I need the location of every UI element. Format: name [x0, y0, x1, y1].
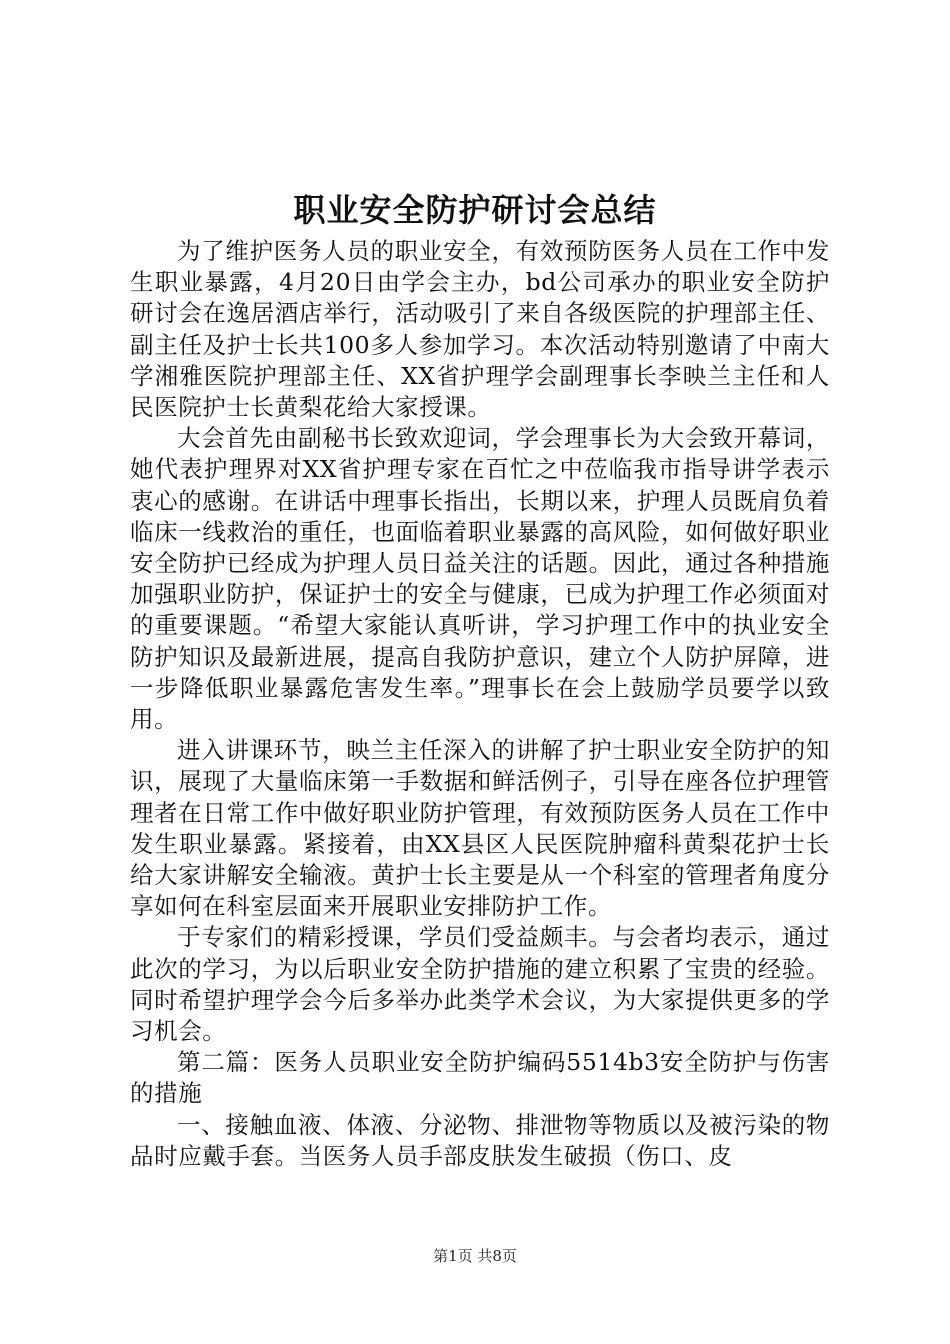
document-body — [130, 236, 830, 1172]
paragraph: 一、接触血液、体液、分泌物、排泄物等物质以及被污染的物品时应戴手套。当医务人员手部皮肤发生破损（伤口、皮 — [130, 1110, 830, 1170]
page-footer: 第1页 共8页 — [433, 1247, 517, 1265]
paragraph: 大会首先由副秘书长致欢迎词，学会理事长为大会致开幕词，她代表护理界对XX省护理专家在百忙之中莅临我市指导讲学表示衷心的感谢。在讲话中理事长指出，长期以来，护理人员既肩负着临床一线救治的重任，也面临着职业暴露的高风险，如何做好职业安全防护已经成为护理人员日益关注的话题。因此，通过各种措施加强职业防护，保证护士的安全与健康，已成为护理工作必须面对的重要课题。“希望大家能认真听讲，学习护理工作中的执业安全防护知识及最新进展，提高自我防护意识，建立个人防护屏障，进一步降低职业暴露危害发生率。”理事长在会上鼓励学员要学以致用。 — [130, 424, 830, 734]
paragraph: 为了维护医务人员的职业安全，有效预防医务人员在工作中发生职业暴露，4月20日由学会主办，bd公司承办的职业安全防护研讨会在逸居酒店举行，活动吸引了来自各级医院的护理部主任、副主任及护士长共100多人参加学习。本次活动特别邀请了中南大学湘雅医院护理部主任、XX省护理学会副理事长李映兰主任和人民医院护士长黄梨花给大家授课。 — [130, 237, 830, 422]
paragraph: 进入讲课环节，映兰主任深入的讲解了护士职业安全防护的知识，展现了大量临床第一手数据和鲜活例子，引导在座各位护理管理者在日常工作中做好职业防护管理，有效预防医务人员在工作中发生职业暴露。紧接着，由XX县区人民医院肿瘤科黄梨花护士长给大家讲解安全输液。黄护士长主要是从一个科室的管理者角度分享如何在科室层面来开展职业安排防护工作。 — [130, 736, 830, 921]
section-heading: 第二篇：医务人员职业安全防护编码5514b3安全防护与伤害的措施 — [130, 1048, 830, 1108]
document-title: 职业安全防护研讨会总结 — [293, 191, 657, 229]
paragraph: 于专家们的精彩授课，学员们受益颇丰。与会者均表示，通过此次的学习，为以后职业安全防护措施的建立积累了宝贵的经验。同时希望护理学会今后多举办此类学术会议，为大家提供更多的学习机会。 — [130, 923, 830, 1046]
